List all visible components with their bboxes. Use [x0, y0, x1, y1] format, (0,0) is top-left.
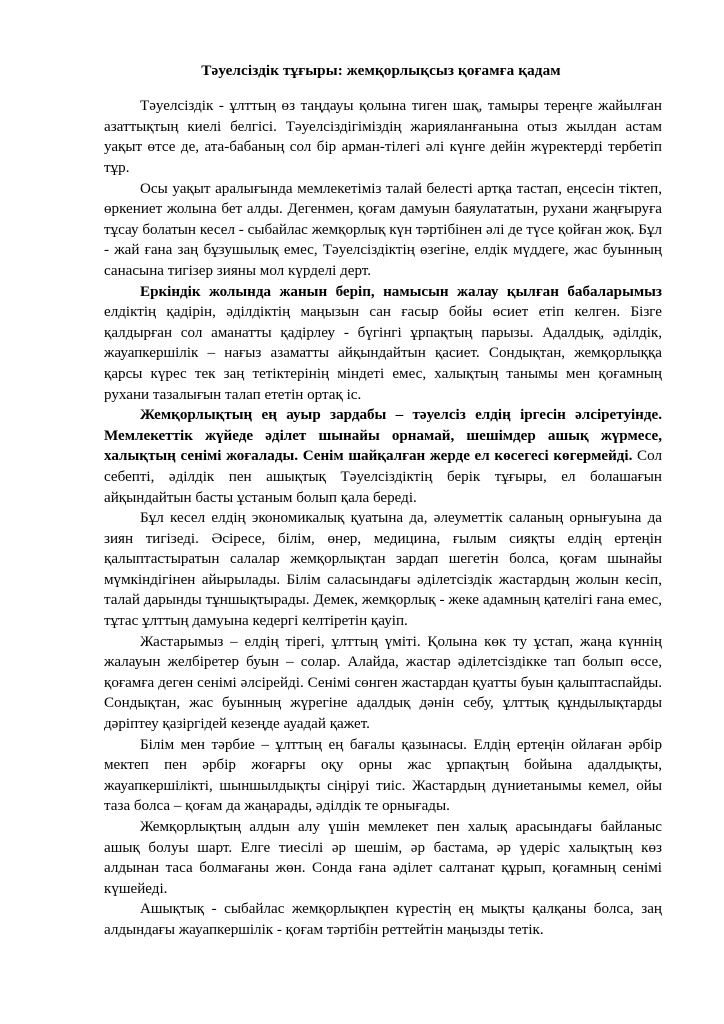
- paragraph: [104, 179, 662, 282]
- text-run: Бұл кесел елдің экономикалық қуатына да, әлеуметтік саланың орнығуына да зиян тигізеді. Әсіресе, білім, өнер, медицина, ғылым сияқты елдің ертеңін қалыптастыратын салалар жемқорлықтан зардап шегетін болса, қоғам шынайы мүмкіндігінен айырылады. Білім саласындағы әділетсіздік жастардың жолын кесіп, талай дарынды тұншықтырады. Демек, жемқорлық - жеке адамның қателігі ғана емес, тұтас ұлттың дамуына кедергі келтіретін қауіп.: [104, 510, 662, 630]
- text-run-bold: Жемқорлықтың ең ауыр зардабы – тәуелсіз елдің іргесін әлсіретуінде. Мемлекеттік жүйеде әділет шынайы орнамай, шешімдер ашық жүрмесе, халықтың сенімі жоғалады. Сенім шайқалған жерде ел көсегесі көгермейді.: [104, 407, 662, 465]
- text-run: Жастарымыз – елдің тірегі, ұлттың үміті. Қолына көк ту ұстап, жаңа күннің жалауын желбіретер буын – солар. Алайда, жастар әділетсіздікке тап болып өссе, қоғамға деген сенімі әлсірейді. Сенімі сөнген жастардан қуатты буын қалыптаспайды. Сондықтан, жас буынның жүрегіне адалдық дәнін себу, ұлттық құндылықтарды дәріптеу қазіргідей кезеңде ауадай қажет.: [104, 633, 662, 733]
- document-body: [104, 96, 662, 940]
- paragraph: [104, 282, 662, 406]
- text-run-bold: Еркіндік жолында жанын беріп, намысын жалау қылған бабаларымыз: [140, 283, 662, 300]
- text-run: Ашықтық - сыбайлас жемқорлықпен күрестің ең мықты қалқаны болса, заң алдындағы жауапкершілік - қоғам тәртібін реттейтін маңызды тетік.: [104, 901, 662, 938]
- paragraph: [104, 735, 662, 817]
- text-run: Тәуелсіздік - ұлттың өз таңдауы қолына тиген шақ, тамыры тереңге жайылған азаттықтың киелі белгісі. Тәуелсіздігіміздің жарияланғанына отыз жылдан астам уақыт өтсе де, ата-бабаның сол бір арман-тілегі әлі күнге дейін жүректерді тербетіп тұр.: [104, 98, 662, 177]
- paragraph: [104, 405, 662, 508]
- paragraph: [104, 96, 662, 178]
- text-run: елдіктің қадірін, әділдіктің маңызын сан ғасыр бойы өсиет етіп келген. Бізге қалдырған сол аманатты қадірлеу - бүгінгі ұрпақтың парызы. Адалдық, әділдік, жауапкершілік – нағыз азаматты айқындайтын қасиет. Сондықтан, жемқорлыққа қарсы күрес тек заң тетіктерінің міндеті емес, халықтың танымы мен қоғамның рухани тазалығын талап ететін ортақ іс.: [104, 304, 662, 403]
- text-run: Сол себепті, әділдік пен ашықтық Тәуелсіздіктің берік тұғыры, ел болашағын айқындайтын басты ұстаным болып қала береді.: [104, 448, 662, 506]
- paragraph: [104, 899, 662, 940]
- paragraph: [104, 817, 662, 899]
- text-run: Білім мен тәрбие – ұлттың ең бағалы қазынасы. Елдің ертеңін ойлаған әрбір мектеп пен әрбір жоғарғы оқу орны жас ұрпақтың бойына адалдықты, жауапкершілікті, шыншылдықты сіңіруі тиіс. Жастардың дүниетанымы кемел, ойы таза болса – қоғам да жаңарады, әділдік те орнығады.: [104, 736, 662, 815]
- paragraph: [104, 508, 662, 632]
- page-title: Тәуелсіздік тұғыры: жемқорлықсыз қоғамға қадам: [201, 62, 561, 79]
- paragraph: [104, 632, 662, 735]
- text-run: Жемқорлықтың алдын алу үшін мемлекет пен халық арасындағы байланыс ашық болуы шарт. Елге тиесілі әр шешім, әр бастама, әр үдеріс халықтың көз алдынан таса болмағаны жөн. Сонда ғана әділет салтанат құрып, қоғамның сенімі күшейеді.: [104, 819, 662, 897]
- text-run: Осы уақыт аралығында мемлекетіміз талай белесті артқа тастап, еңсесін тіктеп, өркениет жолына бет алды. Дегенмен, қоғам дамуын баяулататын, рухани жаңғыруға тұсау болатын кесел - сыбайлас жемқорлық күн тәртібінен әлі де түсе қойған жоқ. Бұл - жай ғана заң бұзушылық емес, Тәуелсіздіктің өзегіне, елдік мүддеге, жас буынның санасына тигізер зияны мол күрделі дерт.: [104, 180, 662, 279]
